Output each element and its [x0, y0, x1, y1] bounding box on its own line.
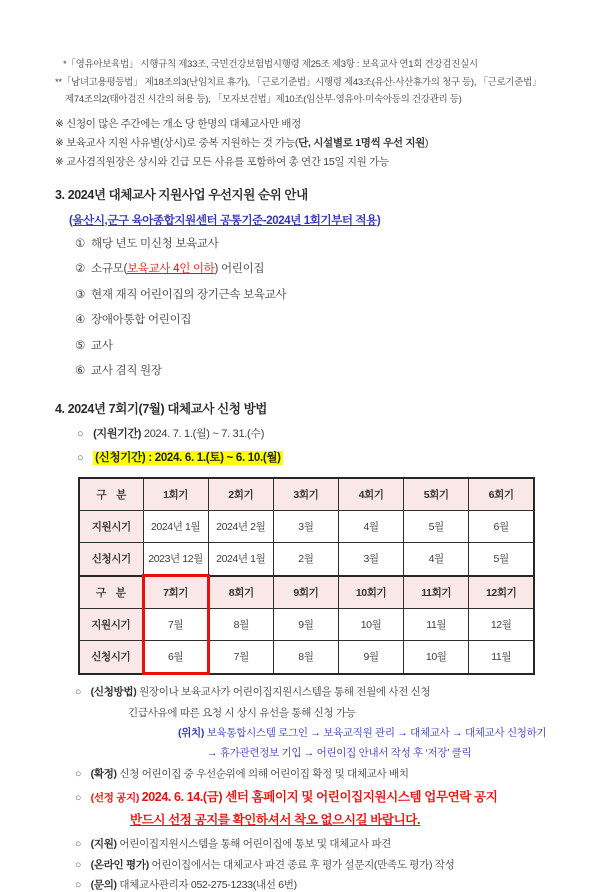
- method-text: 원장이나 보육교사가 어린이집지원시스템을 통해 전월에 사전 신청: [139, 686, 431, 698]
- section-3-priority: [55, 185, 572, 379]
- table-cell: 구 분: [79, 478, 143, 511]
- table-cell: 4월: [404, 543, 469, 576]
- item-text: 교사: [91, 339, 113, 352]
- table-cell: 8회기: [208, 576, 273, 609]
- remark-marker: ※: [55, 155, 64, 168]
- circle-marker: ○: [75, 838, 82, 850]
- remark-text: ): [425, 136, 429, 149]
- confirm-label: (확정): [90, 768, 117, 780]
- table-row-apply-1: [79, 543, 534, 576]
- procedure-list: [55, 684, 572, 892]
- table-cell-7th-round-apply: 6월: [143, 641, 208, 674]
- item-number: ⑤: [75, 339, 86, 352]
- remark-notes: [55, 115, 572, 172]
- eval-text: 어린이집에서는 대체교사 파견 종료 후 평가 설문지(만족도 평가) 작성: [151, 858, 455, 871]
- apply-period-line: [77, 449, 572, 465]
- procedure-method-line: [75, 684, 572, 699]
- dispatch-label: (지원): [90, 838, 117, 850]
- contact-text: 대체교사관리자 052-275-1233(내선 6번): [119, 879, 297, 891]
- remark-bold-text: 단, 시설별로 1명씩 우선 지원: [298, 136, 426, 149]
- procedure-location-line2: → 휴가관련정보 기입 → 어린이집 안내서 작성 후 ‘저장’ 클릭: [207, 747, 472, 759]
- priority-item-2: [75, 260, 572, 276]
- table-cell: 6월: [469, 511, 534, 543]
- table-cell: 9월: [338, 641, 403, 674]
- table-cell: 2월: [273, 543, 338, 576]
- remark-text: 보육교사 지원 사유별(상시)로 중복 지원하는 것 가능(: [66, 136, 299, 149]
- table-cell: 5월: [469, 543, 534, 576]
- table-cell: 8월: [273, 641, 338, 674]
- table-cell: 11월: [469, 641, 534, 674]
- support-period-line: [77, 425, 572, 441]
- table-cell: 9회기: [273, 576, 338, 609]
- remark-line-1: [55, 115, 572, 134]
- table-row-support-1: [79, 511, 534, 543]
- table-row-header-2: [79, 576, 534, 609]
- table-cell: 2회기: [208, 478, 273, 511]
- table-cell: 4회기: [338, 478, 403, 511]
- item-text: 소규모(: [91, 263, 127, 275]
- table-cell: 4월: [338, 511, 403, 543]
- footnote-line-3: 제74조의2(태아검진 시간의 허용 등), 「모자보건법」제10조(임산부·영유아·미숙아등의 건강관리 등): [65, 94, 462, 105]
- contact-label: (문의): [90, 879, 117, 891]
- item-number: ①: [75, 237, 86, 250]
- table-cell: 1회기: [143, 478, 208, 511]
- item-red-text: 보육교사 4인 이하: [126, 263, 215, 275]
- table-cell: 3월: [338, 543, 403, 576]
- procedure-contact-line: [75, 877, 572, 892]
- dispatch-text: 어린이집지원시스템을 통해 어린이집에 통보 및 대체교사 파견: [119, 838, 392, 850]
- remark-line-2: [55, 134, 572, 153]
- priority-item-1: [75, 235, 572, 251]
- remark-text: 신청이 많은 주간에는 개소 당 한명의 대체교사만 배정: [66, 117, 301, 130]
- procedure-confirm-line: [75, 766, 572, 781]
- remark-text: 교사겸직원장은 상시와 긴급 모든 사유를 포함하여 총 연간 15일 지원 가능: [66, 155, 389, 168]
- item-number: ④: [75, 314, 86, 326]
- footnote-line-2: **「남녀고용평등법」 제18조의3(난임치료 휴가), 「근로기준법」시행령 제43조(유산·사산휴가의 청구 등), 「근로기준법」: [55, 76, 542, 88]
- table-cell: 2024년 2월: [208, 511, 273, 543]
- circle-marker: ○: [75, 768, 82, 780]
- priority-item-5: [75, 337, 572, 353]
- table-cell: 10월: [338, 609, 403, 641]
- section-4-apply-method: [55, 399, 572, 892]
- table-cell: 2024년 1월: [208, 543, 273, 576]
- procedure-eval-line: [75, 857, 572, 872]
- method-label: (신청방법): [90, 686, 137, 698]
- section4-title: 4. 2024년 7회기(7월) 대체교사 신청 방법: [55, 402, 267, 416]
- table-cell: 11회기: [404, 576, 469, 609]
- table-row-header-1: [79, 478, 534, 511]
- remark-marker: ※: [55, 117, 64, 130]
- notice-label: (선정 공지): [90, 791, 140, 804]
- table-cell: 5월: [404, 511, 469, 543]
- table-row-label: 지원시기: [79, 609, 143, 641]
- apply-period-highlight: (신청기간) : 2024. 6. 1.(토) ~ 6. 10.(월): [95, 452, 281, 464]
- table-cell: 12월: [469, 609, 534, 641]
- item-number: ③: [75, 288, 86, 301]
- table-cell: 7월: [208, 641, 273, 674]
- table-cell-7th-round-support: 7월: [143, 609, 208, 641]
- circle-marker: ○: [77, 428, 84, 440]
- table-cell: 구 분: [79, 576, 143, 609]
- confirm-text: 신청 어린이집 중 우선순위에 의해 어린이집 확정 및 대체교사 배치: [119, 768, 409, 780]
- table-row-label: 신청시기: [79, 543, 143, 576]
- table-cell: 2024년 1월: [143, 511, 208, 543]
- support-period-label: (지원기간): [93, 428, 142, 440]
- table-cell: 3월: [273, 511, 338, 543]
- procedure-method-line2: 긴급사유에 따른 요청 시 상시 유선을 통해 신청 가능: [128, 706, 356, 719]
- item-number: ②: [75, 263, 86, 275]
- table-cell: 8월: [208, 609, 273, 641]
- support-period-value: 2024. 7. 1.(월) ~ 7. 31.(수): [143, 428, 265, 440]
- remark-line-3: [55, 153, 572, 172]
- table-cell: 11월: [404, 609, 469, 641]
- priority-item-3: [75, 286, 572, 302]
- legal-footnotes: [55, 56, 572, 109]
- priority-list: [75, 235, 572, 379]
- table-cell: 5회기: [404, 478, 469, 511]
- procedure-dispatch-line: [75, 836, 572, 851]
- circle-marker: ○: [75, 858, 82, 871]
- remark-marker: ※: [55, 136, 64, 149]
- table-row-label: 지원시기: [79, 511, 143, 543]
- table-cell: 10월: [404, 641, 469, 674]
- location-path: 보육통합시스템 로그인 → 보육교직원 관리 → 대체교사 → 대체교사 신청하기: [206, 727, 547, 739]
- item-text: 장애아통합 어린이집: [91, 314, 192, 326]
- procedure-location-line: [178, 725, 572, 740]
- section3-title: 3. 2024년 대체교사 지원사업 우선지원 순위 안내: [55, 187, 308, 202]
- priority-item-6: [75, 362, 572, 378]
- section3-subtitle: (울산시,군구 육아종합지원센터 공통기준-2024년 1회기부터 적용): [69, 214, 381, 227]
- item-text: 현재 재직 어린이집의 장기근속 보육교사: [91, 288, 287, 301]
- eval-label: (온라인 평가): [90, 858, 149, 871]
- procedure-notice-line: [75, 787, 572, 805]
- table-row-support-2: [79, 609, 534, 641]
- item-text: ) 어린이집: [214, 263, 265, 275]
- item-number: ⑥: [75, 365, 86, 377]
- table-row-apply-2: [79, 641, 534, 674]
- item-text: 교사 겸직 원장: [91, 365, 162, 377]
- schedule-table: [78, 477, 535, 675]
- location-label: (위치): [178, 727, 205, 739]
- item-text: 해당 년도 미신청 보육교사: [91, 237, 219, 250]
- circle-marker: ○: [77, 452, 84, 464]
- table-cell-7th-round-header: 7회기: [143, 576, 208, 609]
- circle-marker: ○: [75, 879, 82, 891]
- circle-marker: ○: [75, 791, 82, 804]
- table-cell: 3회기: [273, 478, 338, 511]
- footnote-line-1: *「영유아보육법」 시행규칙 제33조, 국민건강보험법시행령 제25조 제3항 : 보육교사 연1회 건강검진실시: [63, 59, 478, 70]
- table-cell: 6회기: [469, 478, 534, 511]
- priority-item-4: [75, 311, 572, 327]
- table-cell: 12회기: [469, 576, 534, 609]
- notice-text: 2024. 6. 14.(금) 센터 홈페이지 및 어린이집지원시스템 업무연락 공지: [141, 789, 498, 804]
- table-cell: 2023년 12월: [143, 543, 208, 576]
- procedure-notice-line2: 반드시 선정 공지를 확인하셔서 착오 없으시길 바랍니다.: [130, 813, 421, 827]
- table-row-label: 신청시기: [79, 641, 143, 674]
- table-cell: 10회기: [338, 576, 403, 609]
- table-cell: 9월: [273, 609, 338, 641]
- circle-marker: ○: [75, 686, 82, 698]
